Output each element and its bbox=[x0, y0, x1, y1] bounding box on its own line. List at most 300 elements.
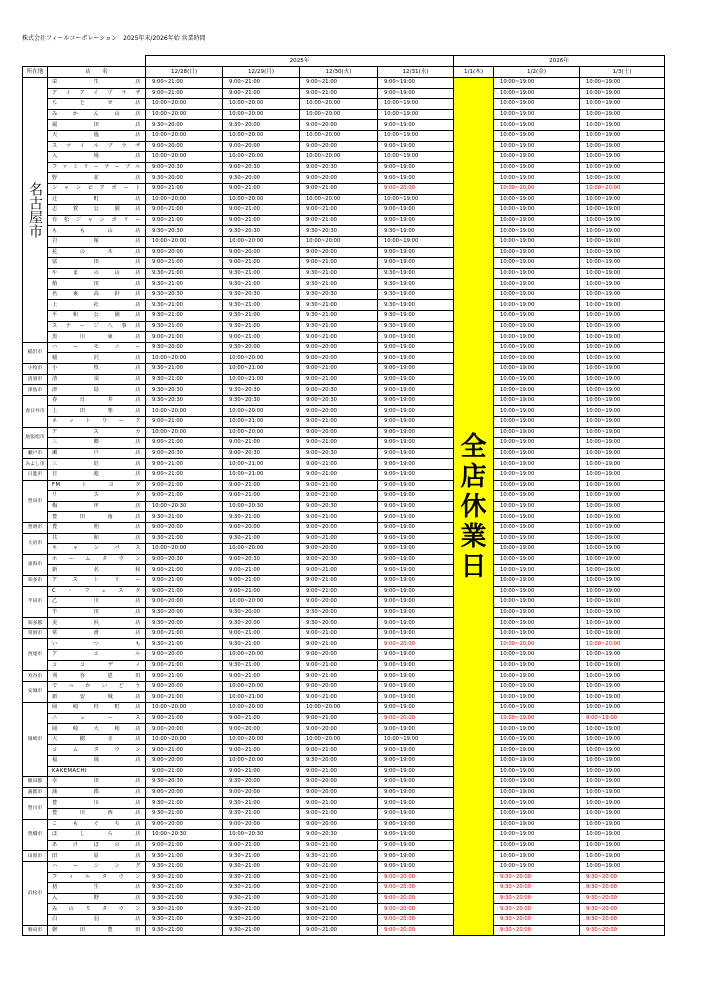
hours-cell: 9:30~21:00 bbox=[146, 904, 223, 915]
hours-cell: 10:00~19:00 bbox=[494, 459, 580, 470]
hours-cell: 10:00~20:00 bbox=[223, 194, 300, 205]
store-row bbox=[23, 215, 665, 226]
hours-cell: 10:00~19:00 bbox=[580, 173, 665, 184]
hours-cell: 9:00~19:00 bbox=[378, 522, 454, 533]
hours-cell: 10:00~19:00 bbox=[580, 459, 665, 470]
store-name: アストリー bbox=[48, 575, 146, 586]
hours-cell: 9:00~21:00 bbox=[223, 438, 300, 449]
hours-cell: 10:00~19:00 bbox=[378, 152, 454, 163]
hours-cell: 10:00~19:00 bbox=[580, 332, 665, 343]
hours-cell: 10:00~19:00 bbox=[494, 448, 580, 459]
hours-cell: 9:00~21:00 bbox=[223, 628, 300, 639]
hours-cell: 9:30~20:30 bbox=[146, 385, 223, 396]
hours-cell: 9:00~19:00 bbox=[378, 586, 454, 597]
store-row bbox=[23, 406, 665, 417]
city-cell: 半田市 bbox=[23, 586, 48, 618]
hours-cell: 10:00~19:00 bbox=[580, 279, 665, 290]
hours-cell: 9:00~21:00 bbox=[300, 215, 378, 226]
store-row bbox=[23, 565, 665, 576]
hours-cell: 9:00~21:00 bbox=[300, 364, 378, 375]
hours-cell: 9:30~20:30 bbox=[300, 226, 378, 237]
hours-cell: 10:00~19:00 bbox=[494, 851, 580, 862]
page-title: 株式会社フィールコーポレーション 2025年末/2026年始 営業時間 bbox=[22, 35, 206, 42]
hours-cell: 10:00~19:00 bbox=[494, 226, 580, 237]
hours-cell: 9:00~20:00 bbox=[223, 141, 300, 152]
store-name: 富田店 bbox=[48, 258, 146, 269]
hours-cell: 10:00~19:00 bbox=[494, 819, 580, 830]
hours-cell: 9:30~20:00 bbox=[494, 883, 580, 894]
hours-cell: 9:00~19:00 bbox=[580, 713, 665, 724]
hours-cell: 10:00~19:00 bbox=[494, 628, 580, 639]
hours-cell: 9:00~20:30 bbox=[300, 385, 378, 396]
city-cell: 豊田市 bbox=[23, 480, 48, 522]
store-row bbox=[23, 289, 665, 300]
hours-cell: 9:00~19:00 bbox=[378, 703, 454, 714]
hours-cell: 9:00~19:00 bbox=[378, 777, 454, 788]
hours-cell: 10:00~20:00 bbox=[146, 152, 223, 163]
hours-cell: 9:00~21:00 bbox=[223, 88, 300, 99]
hours-cell: 10:00~19:00 bbox=[580, 798, 665, 809]
store-row bbox=[23, 681, 665, 692]
hours-cell: 10:00~19:00 bbox=[580, 512, 665, 523]
hours-cell: 9:30~21:00 bbox=[146, 914, 223, 925]
store-row bbox=[23, 522, 665, 533]
hours-cell: 9:30~21:00 bbox=[146, 639, 223, 650]
store-row bbox=[23, 703, 665, 714]
hours-cell: 9:00~20:30 bbox=[223, 162, 300, 173]
city-cell: 瀬戸市 bbox=[23, 448, 48, 459]
hours-cell: 9:00~20:00 bbox=[378, 904, 454, 915]
hours-cell: 9:00~21:00 bbox=[300, 78, 378, 89]
hours-cell: 9:30~20:00 bbox=[223, 342, 300, 353]
hours-cell: 10:00~19:00 bbox=[580, 258, 665, 269]
store-name: 清須店 bbox=[48, 374, 146, 385]
store-name: 春日井店 bbox=[48, 395, 146, 406]
hours-cell: 10:00~19:00 bbox=[494, 152, 580, 163]
hours-cell: 9:00~20:00 bbox=[378, 872, 454, 883]
hours-cell: 9:00~21:00 bbox=[300, 417, 378, 428]
hours-cell: 9:30~21:00 bbox=[223, 808, 300, 819]
hours-cell: 9:30~21:00 bbox=[300, 268, 378, 279]
hours-cell: 9:00~21:00 bbox=[146, 840, 223, 851]
hours-cell: 9:00~19:00 bbox=[378, 385, 454, 396]
hours-cell: 10:00~19:00 bbox=[580, 300, 665, 311]
hours-cell: 9:00~20:30 bbox=[146, 162, 223, 173]
hours-cell: 10:00~19:00 bbox=[580, 448, 665, 459]
store-name: リスタ bbox=[48, 491, 146, 502]
hours-table bbox=[22, 55, 665, 936]
hours-cell: 9:00~20:00 bbox=[146, 247, 223, 258]
hours-cell: 9:00~21:00 bbox=[300, 332, 378, 343]
hours-cell: 9:00~19:00 bbox=[378, 88, 454, 99]
hours-cell: 10:00~19:00 bbox=[580, 650, 665, 661]
hours-cell: 10:00~19:00 bbox=[378, 109, 454, 120]
hours-cell: 9:30~21:00 bbox=[300, 300, 378, 311]
store-name: ホームタウン bbox=[48, 554, 146, 565]
hours-cell: 10:00~19:00 bbox=[494, 597, 580, 608]
hours-cell: 10:00~19:00 bbox=[580, 501, 665, 512]
store-name: 黒川東店 bbox=[48, 332, 146, 343]
hours-cell: 10:00~19:00 bbox=[494, 289, 580, 300]
hours-cell: 9:00~21:00 bbox=[223, 258, 300, 269]
store-row bbox=[23, 830, 665, 841]
hours-cell: 9:00~19:00 bbox=[378, 692, 454, 703]
hours-cell: 9:30~20:00 bbox=[146, 342, 223, 353]
hours-cell: 9:00~21:00 bbox=[146, 88, 223, 99]
hours-cell: 9:30~20:30 bbox=[223, 395, 300, 406]
hours-cell: 10:00~19:00 bbox=[494, 512, 580, 523]
hours-cell: 9:00~20:00 bbox=[300, 141, 378, 152]
city-cell: 岡崎市 bbox=[23, 703, 48, 777]
hours-cell: 10:00~20:00 bbox=[146, 427, 223, 438]
hours-cell: 9:00~19:00 bbox=[378, 332, 454, 343]
store-name: 岡崎大和店 bbox=[48, 724, 146, 735]
hours-cell: 9:00~21:00 bbox=[300, 660, 378, 671]
hours-cell: 10:00~19:00 bbox=[494, 109, 580, 120]
store-row bbox=[23, 173, 665, 184]
store-name: 幸田店 bbox=[48, 777, 146, 788]
hours-cell: 10:00~21:00 bbox=[223, 374, 300, 385]
store-row bbox=[23, 756, 665, 767]
store-row bbox=[23, 491, 665, 502]
hours-cell: 10:00~19:00 bbox=[580, 660, 665, 671]
store-row bbox=[23, 914, 665, 925]
hours-cell: 9:30~20:00 bbox=[223, 607, 300, 618]
hours-cell: 9:00~20:00 bbox=[378, 883, 454, 894]
hours-cell: 10:00~19:00 bbox=[580, 766, 665, 777]
hours-cell: 9:00~21:00 bbox=[146, 258, 223, 269]
store-row bbox=[23, 236, 665, 247]
store-row bbox=[23, 734, 665, 745]
hours-cell: 9:00~21:00 bbox=[300, 925, 378, 936]
store-row bbox=[23, 777, 665, 788]
hours-cell: 9:00~21:00 bbox=[146, 438, 223, 449]
store-row bbox=[23, 575, 665, 586]
store-name: 蒲郡店 bbox=[48, 787, 146, 798]
store-row bbox=[23, 205, 665, 216]
hours-cell: 9:30~21:00 bbox=[146, 512, 223, 523]
city-cell: 名古屋市 bbox=[23, 78, 48, 343]
hours-cell: 9:30~21:00 bbox=[146, 533, 223, 544]
store-row bbox=[23, 469, 665, 480]
hours-cell: 10:00~19:00 bbox=[378, 99, 454, 110]
store-name: アイアイプラザ bbox=[48, 88, 146, 99]
hours-cell: 9:00~20:00 bbox=[378, 893, 454, 904]
hours-cell: 10:00~19:00 bbox=[580, 703, 665, 714]
date-header: 1/1(木) bbox=[454, 67, 494, 78]
hours-cell: 9:00~20:00 bbox=[146, 724, 223, 735]
store-name: 植田店 bbox=[48, 279, 146, 290]
hours-cell: 9:30~21:00 bbox=[223, 914, 300, 925]
hours-cell: 10:00~20:00 bbox=[223, 236, 300, 247]
city-cell: 浜松市 bbox=[23, 861, 48, 925]
hours-cell: 10:00~19:00 bbox=[580, 364, 665, 375]
hours-cell: 9:30~20:00 bbox=[146, 120, 223, 131]
year-header-row bbox=[23, 56, 665, 67]
store-name: みのりタウン bbox=[48, 904, 146, 915]
store-name: 稲沢店 bbox=[48, 353, 146, 364]
hours-cell: 10:00~19:00 bbox=[494, 78, 580, 89]
store-row bbox=[23, 766, 665, 777]
store-row bbox=[23, 512, 665, 523]
hours-cell: 10:00~20:30 bbox=[223, 501, 300, 512]
hours-cell: 10:00~19:00 bbox=[580, 395, 665, 406]
hours-cell: 9:00~19:00 bbox=[378, 162, 454, 173]
store-name: 乙川店 bbox=[48, 597, 146, 608]
hours-cell: 10:00~19:00 bbox=[494, 544, 580, 555]
hours-cell: 10:00~20:00 bbox=[580, 639, 665, 650]
hours-cell: 10:00~19:00 bbox=[494, 194, 580, 205]
hours-cell: 9:00~21:00 bbox=[223, 586, 300, 597]
store-name: 半田店 bbox=[48, 607, 146, 618]
hours-cell: 10:00~19:00 bbox=[580, 618, 665, 629]
date-header: 1/3(土) bbox=[580, 67, 665, 78]
hours-cell: 9:30~21:00 bbox=[146, 311, 223, 322]
hours-cell: 9:00~21:00 bbox=[300, 586, 378, 597]
hours-cell: 10:00~19:00 bbox=[494, 713, 580, 724]
store-name: こもぐち店 bbox=[48, 819, 146, 830]
hours-cell: 9:00~19:00 bbox=[378, 448, 454, 459]
store-name: ココディ bbox=[48, 660, 146, 671]
store-row bbox=[23, 332, 665, 343]
hours-cell: 9:00~21:00 bbox=[146, 183, 223, 194]
store-row bbox=[23, 787, 665, 798]
hours-cell: 9:30~20:00 bbox=[494, 914, 580, 925]
hours-cell: 10:00~19:00 bbox=[494, 756, 580, 767]
hours-cell: 9:30~20:30 bbox=[300, 289, 378, 300]
hours-cell: 10:00~19:00 bbox=[494, 332, 580, 343]
hours-cell: 10:00~19:00 bbox=[580, 162, 665, 173]
hours-cell: 10:00~19:00 bbox=[580, 141, 665, 152]
hours-cell: 10:00~20:00 bbox=[146, 406, 223, 417]
hours-cell: 10:00~20:30 bbox=[146, 501, 223, 512]
hours-cell: 9:30~21:00 bbox=[223, 861, 300, 872]
hours-cell: 10:00~19:00 bbox=[494, 830, 580, 841]
hours-cell: 10:00~20:00 bbox=[223, 406, 300, 417]
hours-cell: 10:00~19:00 bbox=[580, 99, 665, 110]
hours-cell: 9:00~19:00 bbox=[378, 427, 454, 438]
store-name: 豊川西店 bbox=[48, 808, 146, 819]
hours-cell: 9:00~20:30 bbox=[300, 501, 378, 512]
store-row bbox=[23, 840, 665, 851]
hours-cell: 10:00~19:00 bbox=[580, 586, 665, 597]
store-row bbox=[23, 130, 665, 141]
hours-cell: 9:30~21:00 bbox=[146, 300, 223, 311]
hours-cell: 10:00~19:00 bbox=[494, 205, 580, 216]
hours-cell: 9:30~21:00 bbox=[223, 512, 300, 523]
hours-cell: 9:30~21:00 bbox=[146, 861, 223, 872]
store-row bbox=[23, 141, 665, 152]
store-name: 三郷店 bbox=[48, 438, 146, 449]
hours-cell: 9:00~21:00 bbox=[300, 205, 378, 216]
hours-cell: 9:00~20:00 bbox=[300, 342, 378, 353]
hours-cell: 9:00~20:00 bbox=[378, 639, 454, 650]
store-name: 野並店 bbox=[48, 173, 146, 184]
store-row bbox=[23, 374, 665, 385]
hours-cell: 10:00~19:00 bbox=[494, 300, 580, 311]
hours-cell: 10:00~19:00 bbox=[580, 692, 665, 703]
hours-cell: 9:30~20:30 bbox=[146, 777, 223, 788]
store-row bbox=[23, 448, 665, 459]
hours-cell: 9:30~21:00 bbox=[146, 808, 223, 819]
store-row bbox=[23, 808, 665, 819]
area-header: 所在地 bbox=[23, 67, 48, 78]
hours-cell: 9:00~19:00 bbox=[378, 469, 454, 480]
hours-cell: 10:00~19:00 bbox=[580, 480, 665, 491]
hours-cell: 10:00~20:00 bbox=[146, 734, 223, 745]
hours-cell: 9:30~21:00 bbox=[223, 311, 300, 322]
hours-cell: 10:00~19:00 bbox=[580, 819, 665, 830]
hours-cell: 9:00~21:00 bbox=[146, 469, 223, 480]
hours-cell: 9:30~21:00 bbox=[146, 374, 223, 385]
hours-cell: 10:00~19:00 bbox=[494, 607, 580, 618]
hours-cell: 9:00~20:00 bbox=[300, 724, 378, 735]
hours-cell: 9:30~20:30 bbox=[146, 226, 223, 237]
hours-cell: 10:00~20:30 bbox=[146, 830, 223, 841]
hours-cell: 9:30~20:00 bbox=[580, 872, 665, 883]
store-name: ニュース bbox=[48, 713, 146, 724]
store-name: 花の木店 bbox=[48, 247, 146, 258]
hours-cell: 9:00~20:00 bbox=[223, 247, 300, 258]
hours-cell: 9:00~21:00 bbox=[300, 745, 378, 756]
hours-cell: 10:00~19:00 bbox=[494, 130, 580, 141]
hours-cell: 10:00~19:00 bbox=[580, 565, 665, 576]
hours-cell: 10:00~19:00 bbox=[580, 438, 665, 449]
store-row bbox=[23, 745, 665, 756]
hours-cell: 10:00~19:00 bbox=[494, 671, 580, 682]
hours-cell: 9:30~20:00 bbox=[580, 925, 665, 936]
store-row bbox=[23, 279, 665, 290]
hours-cell: 10:00~19:00 bbox=[494, 777, 580, 788]
hours-cell: 9:30~19:00 bbox=[378, 226, 454, 237]
hours-cell: 10:00~19:00 bbox=[494, 247, 580, 258]
hours-cell: 9:00~21:00 bbox=[146, 575, 223, 586]
store-row bbox=[23, 152, 665, 163]
hours-cell: 10:00~21:00 bbox=[223, 469, 300, 480]
hours-cell: 9:00~21:00 bbox=[300, 914, 378, 925]
store-name: あけぼの店 bbox=[48, 840, 146, 851]
hours-cell: 10:00~20:00 bbox=[300, 130, 378, 141]
store-name: 豊川店 bbox=[48, 798, 146, 809]
hours-cell: 10:00~19:00 bbox=[580, 427, 665, 438]
hours-cell: 9:00~21:00 bbox=[146, 586, 223, 597]
store-name: 豊田南店 bbox=[48, 512, 146, 523]
date-header: 12/30(火) bbox=[300, 67, 378, 78]
hours-cell: 9:00~19:00 bbox=[378, 607, 454, 618]
hours-cell: 9:00~21:00 bbox=[146, 745, 223, 756]
store-row bbox=[23, 607, 665, 618]
hours-cell: 10:00~19:00 bbox=[494, 861, 580, 872]
hours-cell: 9:00~21:00 bbox=[300, 374, 378, 385]
store-name: KAKEMACHI bbox=[48, 766, 146, 777]
hours-cell: 9:30~20:00 bbox=[494, 872, 580, 883]
store-name: 上田楽店 bbox=[48, 406, 146, 417]
store-name: 有松ジャンボリー bbox=[48, 215, 146, 226]
hours-cell: 9:30~21:00 bbox=[223, 279, 300, 290]
store-row bbox=[23, 639, 665, 650]
store-name: 栄生店 bbox=[48, 78, 146, 89]
city-cell: 西尾市 bbox=[23, 639, 48, 671]
hours-cell: 9:00~19:00 bbox=[378, 247, 454, 258]
city-cell: 刈谷市 bbox=[23, 671, 48, 682]
store-name: 福岡店 bbox=[48, 756, 146, 767]
store-row bbox=[23, 99, 665, 110]
hours-cell: 10:00~19:00 bbox=[494, 162, 580, 173]
store-row bbox=[23, 819, 665, 830]
store-name: 天塩店 bbox=[48, 130, 146, 141]
hours-cell: 9:30~20:00 bbox=[223, 173, 300, 184]
store-row bbox=[23, 618, 665, 629]
hours-cell: 10:00~19:00 bbox=[580, 597, 665, 608]
hours-cell: 9:30~21:00 bbox=[223, 872, 300, 883]
store-name: 大樹寺店 bbox=[48, 734, 146, 745]
store-name: コムタウン bbox=[48, 745, 146, 756]
hours-cell: 9:00~19:00 bbox=[378, 756, 454, 767]
hours-cell: 10:00~19:00 bbox=[494, 681, 580, 692]
hours-cell: 10:00~20:00 bbox=[300, 99, 378, 110]
store-name: もも山店 bbox=[48, 226, 146, 237]
store-name: いつも bbox=[48, 639, 146, 650]
store-name: 堀田店 bbox=[48, 120, 146, 131]
hours-cell: 9:00~20:30 bbox=[223, 554, 300, 565]
hours-cell: 10:00~19:00 bbox=[580, 830, 665, 841]
hours-cell: 9:00~19:00 bbox=[378, 830, 454, 841]
hours-cell: 9:00~21:00 bbox=[146, 215, 223, 226]
hours-cell: 10:00~19:00 bbox=[580, 681, 665, 692]
hours-cell: 10:00~20:00 bbox=[223, 681, 300, 692]
hours-cell: 10:00~19:00 bbox=[580, 544, 665, 555]
hours-cell: 9:00~20:00 bbox=[223, 522, 300, 533]
hours-cell: 9:30~21:00 bbox=[223, 321, 300, 332]
hours-cell: 10:00~19:00 bbox=[580, 851, 665, 862]
hours-cell: 10:00~19:00 bbox=[494, 364, 580, 375]
hours-cell: 9:00~19:00 bbox=[378, 353, 454, 364]
hours-cell: 10:00~19:00 bbox=[580, 311, 665, 322]
hours-cell: 9:00~21:00 bbox=[223, 205, 300, 216]
hours-cell: 10:00~20:00 bbox=[146, 109, 223, 120]
hours-cell: 9:00~20:00 bbox=[300, 597, 378, 608]
hours-cell: 10:00~19:00 bbox=[580, 491, 665, 502]
store-name: ネットワーク bbox=[48, 417, 146, 428]
hours-cell: 9:00~21:00 bbox=[146, 459, 223, 470]
hours-cell: 9:00~19:00 bbox=[378, 215, 454, 226]
hours-cell: 9:30~20:00 bbox=[146, 618, 223, 629]
hours-cell: 9:30~21:00 bbox=[146, 798, 223, 809]
hours-cell: 10:00~19:00 bbox=[580, 840, 665, 851]
hours-cell: 9:30~21:00 bbox=[300, 311, 378, 322]
hours-cell: 10:00~19:00 bbox=[494, 279, 580, 290]
store-row bbox=[23, 78, 665, 89]
store-name: アスカ bbox=[48, 427, 146, 438]
hours-cell: 9:30~21:00 bbox=[223, 925, 300, 936]
store-row bbox=[23, 671, 665, 682]
hours-cell: 10:00~19:00 bbox=[580, 575, 665, 586]
hours-cell: 9:00~21:00 bbox=[300, 491, 378, 502]
hours-cell: 9:00~21:00 bbox=[146, 205, 223, 216]
hours-cell: 9:00~19:00 bbox=[378, 628, 454, 639]
hours-cell: 9:00~21:00 bbox=[223, 332, 300, 343]
hours-cell: 9:00~19:00 bbox=[378, 205, 454, 216]
hours-cell: 9:00~20:00 bbox=[146, 787, 223, 798]
hours-cell: 9:00~21:00 bbox=[146, 565, 223, 576]
hours-cell: 9:00~19:00 bbox=[378, 851, 454, 862]
hours-cell: 10:00~19:00 bbox=[494, 660, 580, 671]
store-name: 上社店 bbox=[48, 300, 146, 311]
hours-cell: 9:00~20:00 bbox=[146, 522, 223, 533]
store-name: 新安城店 bbox=[48, 692, 146, 703]
hours-cell: 9:00~20:00 bbox=[378, 713, 454, 724]
hours-cell: 9:30~19:00 bbox=[378, 268, 454, 279]
